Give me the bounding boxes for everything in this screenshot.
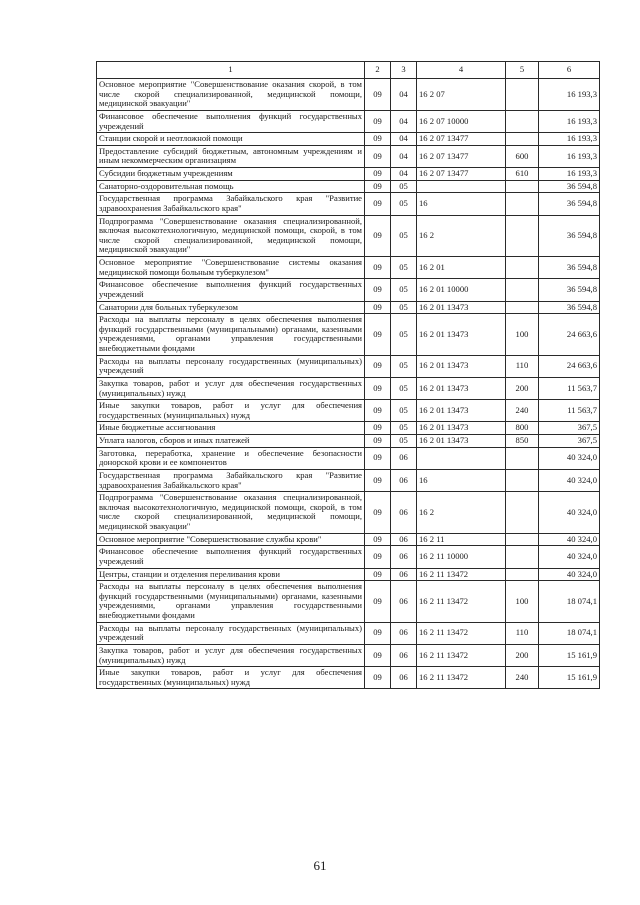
row-target-code-cell: 16 2 01 10000 [417,279,506,301]
row-amount-cell: 40 324,0 [539,469,600,491]
row-target-code-cell: 16 2 [417,215,506,257]
row-target-code-cell: 16 2 01 13473 [417,355,506,377]
row-section-cell: 09 [365,145,391,167]
row-expense-type-cell [506,447,539,469]
page-number: 61 [313,858,327,873]
row-expense-type-cell: 800 [506,422,539,435]
table-row [97,79,600,111]
row-section-cell: 09 [365,180,391,193]
header-col-3: 3 [391,62,417,79]
table-row [97,215,600,257]
table-row [97,568,600,581]
row-expense-type-cell [506,193,539,215]
row-expense-type-cell [506,180,539,193]
row-target-code-cell: 16 2 11 [417,533,506,546]
table-row [97,492,600,534]
row-target-code-cell: 16 2 01 13473 [417,301,506,314]
row-section-cell: 09 [365,355,391,377]
row-subsection-cell: 06 [391,644,417,666]
row-target-code-cell: 16 2 07 [417,79,506,111]
row-amount-cell: 40 324,0 [539,568,600,581]
row-section-cell: 09 [365,301,391,314]
table-row [97,110,600,132]
row-expense-type-cell [506,469,539,491]
row-section-cell: 09 [365,215,391,257]
row-name-cell: Уплата налогов, сборов и иных платежей [97,435,365,448]
table-row [97,447,600,469]
table-row [97,257,600,279]
row-name-cell: Основное мероприятие "Совершенствование системы оказания медицинской помощи больным туберкулезом" [97,257,365,279]
table-row [97,314,600,356]
row-expense-type-cell: 110 [506,355,539,377]
row-name-cell: Расходы на выплаты персоналу в целях обеспечения выполнения функций государственными (муниципальными) органами, казенными учреждениями, органами управления государственными внебюджетными фондами [97,314,365,356]
row-section-cell: 09 [365,469,391,491]
row-subsection-cell: 04 [391,133,417,146]
row-amount-cell: 36 594,8 [539,257,600,279]
row-target-code-cell: 16 2 11 13472 [417,581,506,623]
row-target-code-cell: 16 [417,469,506,491]
row-name-cell: Подпрограмма "Совершенствование оказания специализированной, включая высокотехнологичную, медицинской помощи, скорой, в том числе скорой специализированной, медицинской помощи, медицинской эвакуации" [97,215,365,257]
row-target-code-cell: 16 2 01 13473 [417,314,506,356]
row-subsection-cell: 05 [391,377,417,399]
row-target-code-cell [417,180,506,193]
table-row [97,622,600,644]
row-section-cell: 09 [365,314,391,356]
row-subsection-cell: 06 [391,546,417,568]
row-section-cell: 09 [365,257,391,279]
row-target-code-cell: 16 2 11 13472 [417,644,506,666]
row-expense-type-cell [506,533,539,546]
table-row [97,133,600,146]
table-row [97,581,600,623]
budget-table [96,61,600,689]
row-name-cell: Финансовое обеспечение выполнения функций государственных учреждений [97,279,365,301]
row-amount-cell: 16 193,3 [539,79,600,111]
row-expense-type-cell: 610 [506,168,539,181]
row-expense-type-cell: 110 [506,622,539,644]
row-expense-type-cell [506,568,539,581]
table-row [97,667,600,689]
row-subsection-cell: 05 [391,301,417,314]
row-target-code-cell: 16 [417,193,506,215]
row-amount-cell: 40 324,0 [539,546,600,568]
row-subsection-cell: 06 [391,533,417,546]
header-col-1: 1 [97,62,365,79]
row-name-cell: Закупка товаров, работ и услуг для обеспечения государственных (муниципальных) нужд [97,377,365,399]
row-amount-cell: 11 563,7 [539,377,600,399]
row-expense-type-cell [506,133,539,146]
row-section-cell: 09 [365,447,391,469]
row-expense-type-cell [506,279,539,301]
row-subsection-cell: 06 [391,447,417,469]
row-subsection-cell: 06 [391,492,417,534]
row-amount-cell: 40 324,0 [539,533,600,546]
row-name-cell: Заготовка, переработка, хранение и обеспечение безопасности донорской крови и ее компонентов [97,447,365,469]
row-subsection-cell: 06 [391,667,417,689]
row-target-code-cell: 16 2 11 10000 [417,546,506,568]
row-expense-type-cell: 100 [506,581,539,623]
row-target-code-cell: 16 2 11 13472 [417,622,506,644]
row-name-cell: Санатории для больных туберкулезом [97,301,365,314]
row-expense-type-cell: 100 [506,314,539,356]
table-row [97,546,600,568]
row-subsection-cell: 04 [391,110,417,132]
row-name-cell: Иные закупки товаров, работ и услуг для обеспечения государственных (муниципальных) нужд [97,400,365,422]
row-amount-cell: 24 663,6 [539,355,600,377]
table-row [97,168,600,181]
table-row [97,435,600,448]
row-section-cell: 09 [365,622,391,644]
row-section-cell: 09 [365,133,391,146]
table-row [97,422,600,435]
row-subsection-cell: 05 [391,314,417,356]
row-target-code-cell: 16 2 07 13477 [417,133,506,146]
row-amount-cell: 18 074,1 [539,581,600,623]
table-header-row [97,62,600,79]
row-name-cell: Центры, станции и отделения переливания крови [97,568,365,581]
header-col-4: 4 [417,62,506,79]
table-row [97,533,600,546]
row-expense-type-cell: 200 [506,377,539,399]
row-name-cell: Государственная программа Забайкальского края "Развитие здравоохранения Забайкальского края" [97,469,365,491]
row-section-cell: 09 [365,193,391,215]
row-amount-cell: 36 594,8 [539,215,600,257]
row-expense-type-cell: 240 [506,667,539,689]
row-expense-type-cell: 200 [506,644,539,666]
row-section-cell: 09 [365,79,391,111]
row-target-code-cell: 16 2 11 13472 [417,667,506,689]
row-subsection-cell: 05 [391,193,417,215]
row-subsection-cell: 04 [391,145,417,167]
row-amount-cell: 36 594,8 [539,279,600,301]
row-section-cell: 09 [365,667,391,689]
row-amount-cell: 40 324,0 [539,447,600,469]
row-amount-cell: 16 193,3 [539,145,600,167]
table-row [97,377,600,399]
table-row [97,355,600,377]
row-amount-cell: 15 161,9 [539,667,600,689]
row-name-cell: Расходы на выплаты персоналу государственных (муниципальных) учреждений [97,622,365,644]
header-col-5: 5 [506,62,539,79]
row-name-cell: Станции скорой и неотложной помощи [97,133,365,146]
row-subsection-cell: 04 [391,79,417,111]
row-subsection-cell: 05 [391,279,417,301]
row-target-code-cell: 16 2 01 13473 [417,400,506,422]
row-section-cell: 09 [365,168,391,181]
row-target-code-cell: 16 2 11 13472 [417,568,506,581]
row-section-cell: 09 [365,568,391,581]
row-amount-cell: 24 663,6 [539,314,600,356]
row-target-code-cell: 16 2 07 13477 [417,168,506,181]
row-subsection-cell: 04 [391,168,417,181]
row-target-code-cell: 16 2 01 [417,257,506,279]
row-expense-type-cell [506,79,539,111]
row-section-cell: 09 [365,377,391,399]
row-amount-cell: 16 193,3 [539,110,600,132]
row-subsection-cell: 06 [391,568,417,581]
row-subsection-cell: 06 [391,622,417,644]
row-section-cell: 09 [365,422,391,435]
row-amount-cell: 16 193,3 [539,133,600,146]
table-row [97,469,600,491]
row-name-cell: Финансовое обеспечение выполнения функций государственных учреждений [97,546,365,568]
row-amount-cell: 36 594,8 [539,193,600,215]
row-name-cell: Санаторно-оздоровительная помощь [97,180,365,193]
row-target-code-cell: 16 2 07 13477 [417,145,506,167]
row-expense-type-cell [506,492,539,534]
row-subsection-cell: 05 [391,355,417,377]
row-expense-type-cell: 850 [506,435,539,448]
row-name-cell: Финансовое обеспечение выполнения функций государственных учреждений [97,110,365,132]
row-amount-cell: 18 074,1 [539,622,600,644]
row-section-cell: 09 [365,279,391,301]
row-section-cell: 09 [365,492,391,534]
row-name-cell: Субсидии бюджетным учреждениям [97,168,365,181]
row-name-cell: Расходы на выплаты персоналу в целях обеспечения выполнения функций государственными (муниципальными) органами, казенными учреждениями, органами управления государственными внебюджетными фондами [97,581,365,623]
row-subsection-cell: 05 [391,215,417,257]
row-name-cell: Иные бюджетные ассигнования [97,422,365,435]
row-target-code-cell: 16 2 01 13473 [417,435,506,448]
row-subsection-cell: 05 [391,422,417,435]
row-target-code-cell: 16 2 07 10000 [417,110,506,132]
row-amount-cell: 15 161,9 [539,644,600,666]
table-row [97,193,600,215]
row-subsection-cell: 05 [391,180,417,193]
table-row [97,644,600,666]
row-subsection-cell: 06 [391,469,417,491]
row-section-cell: 09 [365,581,391,623]
row-section-cell: 09 [365,400,391,422]
table-row [97,180,600,193]
row-name-cell: Расходы на выплаты персоналу государственных (муниципальных) учреждений [97,355,365,377]
row-section-cell: 09 [365,110,391,132]
row-target-code-cell: 16 2 01 13473 [417,422,506,435]
row-name-cell: Закупка товаров, работ и услуг для обеспечения государственных (муниципальных) нужд [97,644,365,666]
row-subsection-cell: 05 [391,257,417,279]
table-row [97,145,600,167]
row-subsection-cell: 05 [391,435,417,448]
row-expense-type-cell [506,215,539,257]
row-amount-cell: 36 594,8 [539,180,600,193]
header-col-6: 6 [539,62,600,79]
row-expense-type-cell: 600 [506,145,539,167]
row-amount-cell: 16 193,3 [539,168,600,181]
row-section-cell: 09 [365,546,391,568]
row-name-cell: Основное мероприятие "Совершенствование службы крови" [97,533,365,546]
row-name-cell: Иные закупки товаров, работ и услуг для обеспечения государственных (муниципальных) нужд [97,667,365,689]
row-amount-cell: 367,5 [539,435,600,448]
row-expense-type-cell [506,257,539,279]
table-row [97,279,600,301]
row-amount-cell: 11 563,7 [539,400,600,422]
row-name-cell: Государственная программа Забайкальского края "Развитие здравоохранения Забайкальского края" [97,193,365,215]
row-expense-type-cell [506,301,539,314]
row-section-cell: 09 [365,435,391,448]
row-subsection-cell: 05 [391,400,417,422]
row-target-code-cell: 16 2 01 13473 [417,377,506,399]
row-subsection-cell: 06 [391,581,417,623]
row-section-cell: 09 [365,644,391,666]
table-row [97,301,600,314]
table-row [97,400,600,422]
row-expense-type-cell [506,110,539,132]
row-section-cell: 09 [365,533,391,546]
row-expense-type-cell: 240 [506,400,539,422]
row-amount-cell: 367,5 [539,422,600,435]
table-body [97,79,600,689]
row-name-cell: Основное мероприятие "Совершенствование оказания скорой, в том числе скорой специализированной, медицинской помощи, медицинской эвакуации" [97,79,365,111]
row-amount-cell: 36 594,8 [539,301,600,314]
row-target-code-cell [417,447,506,469]
row-target-code-cell: 16 2 [417,492,506,534]
row-expense-type-cell [506,546,539,568]
row-amount-cell: 40 324,0 [539,492,600,534]
header-col-2: 2 [365,62,391,79]
row-name-cell: Предоставление субсидий бюджетным, автономным учреждениям и иным некоммерческим организациям [97,145,365,167]
row-name-cell: Подпрограмма "Совершенствование оказания специализированной, включая высокотехнологичную, медицинской помощи, скорой, в том числе скорой специализированной, медицинской помощи, медицинской эвакуации" [97,492,365,534]
